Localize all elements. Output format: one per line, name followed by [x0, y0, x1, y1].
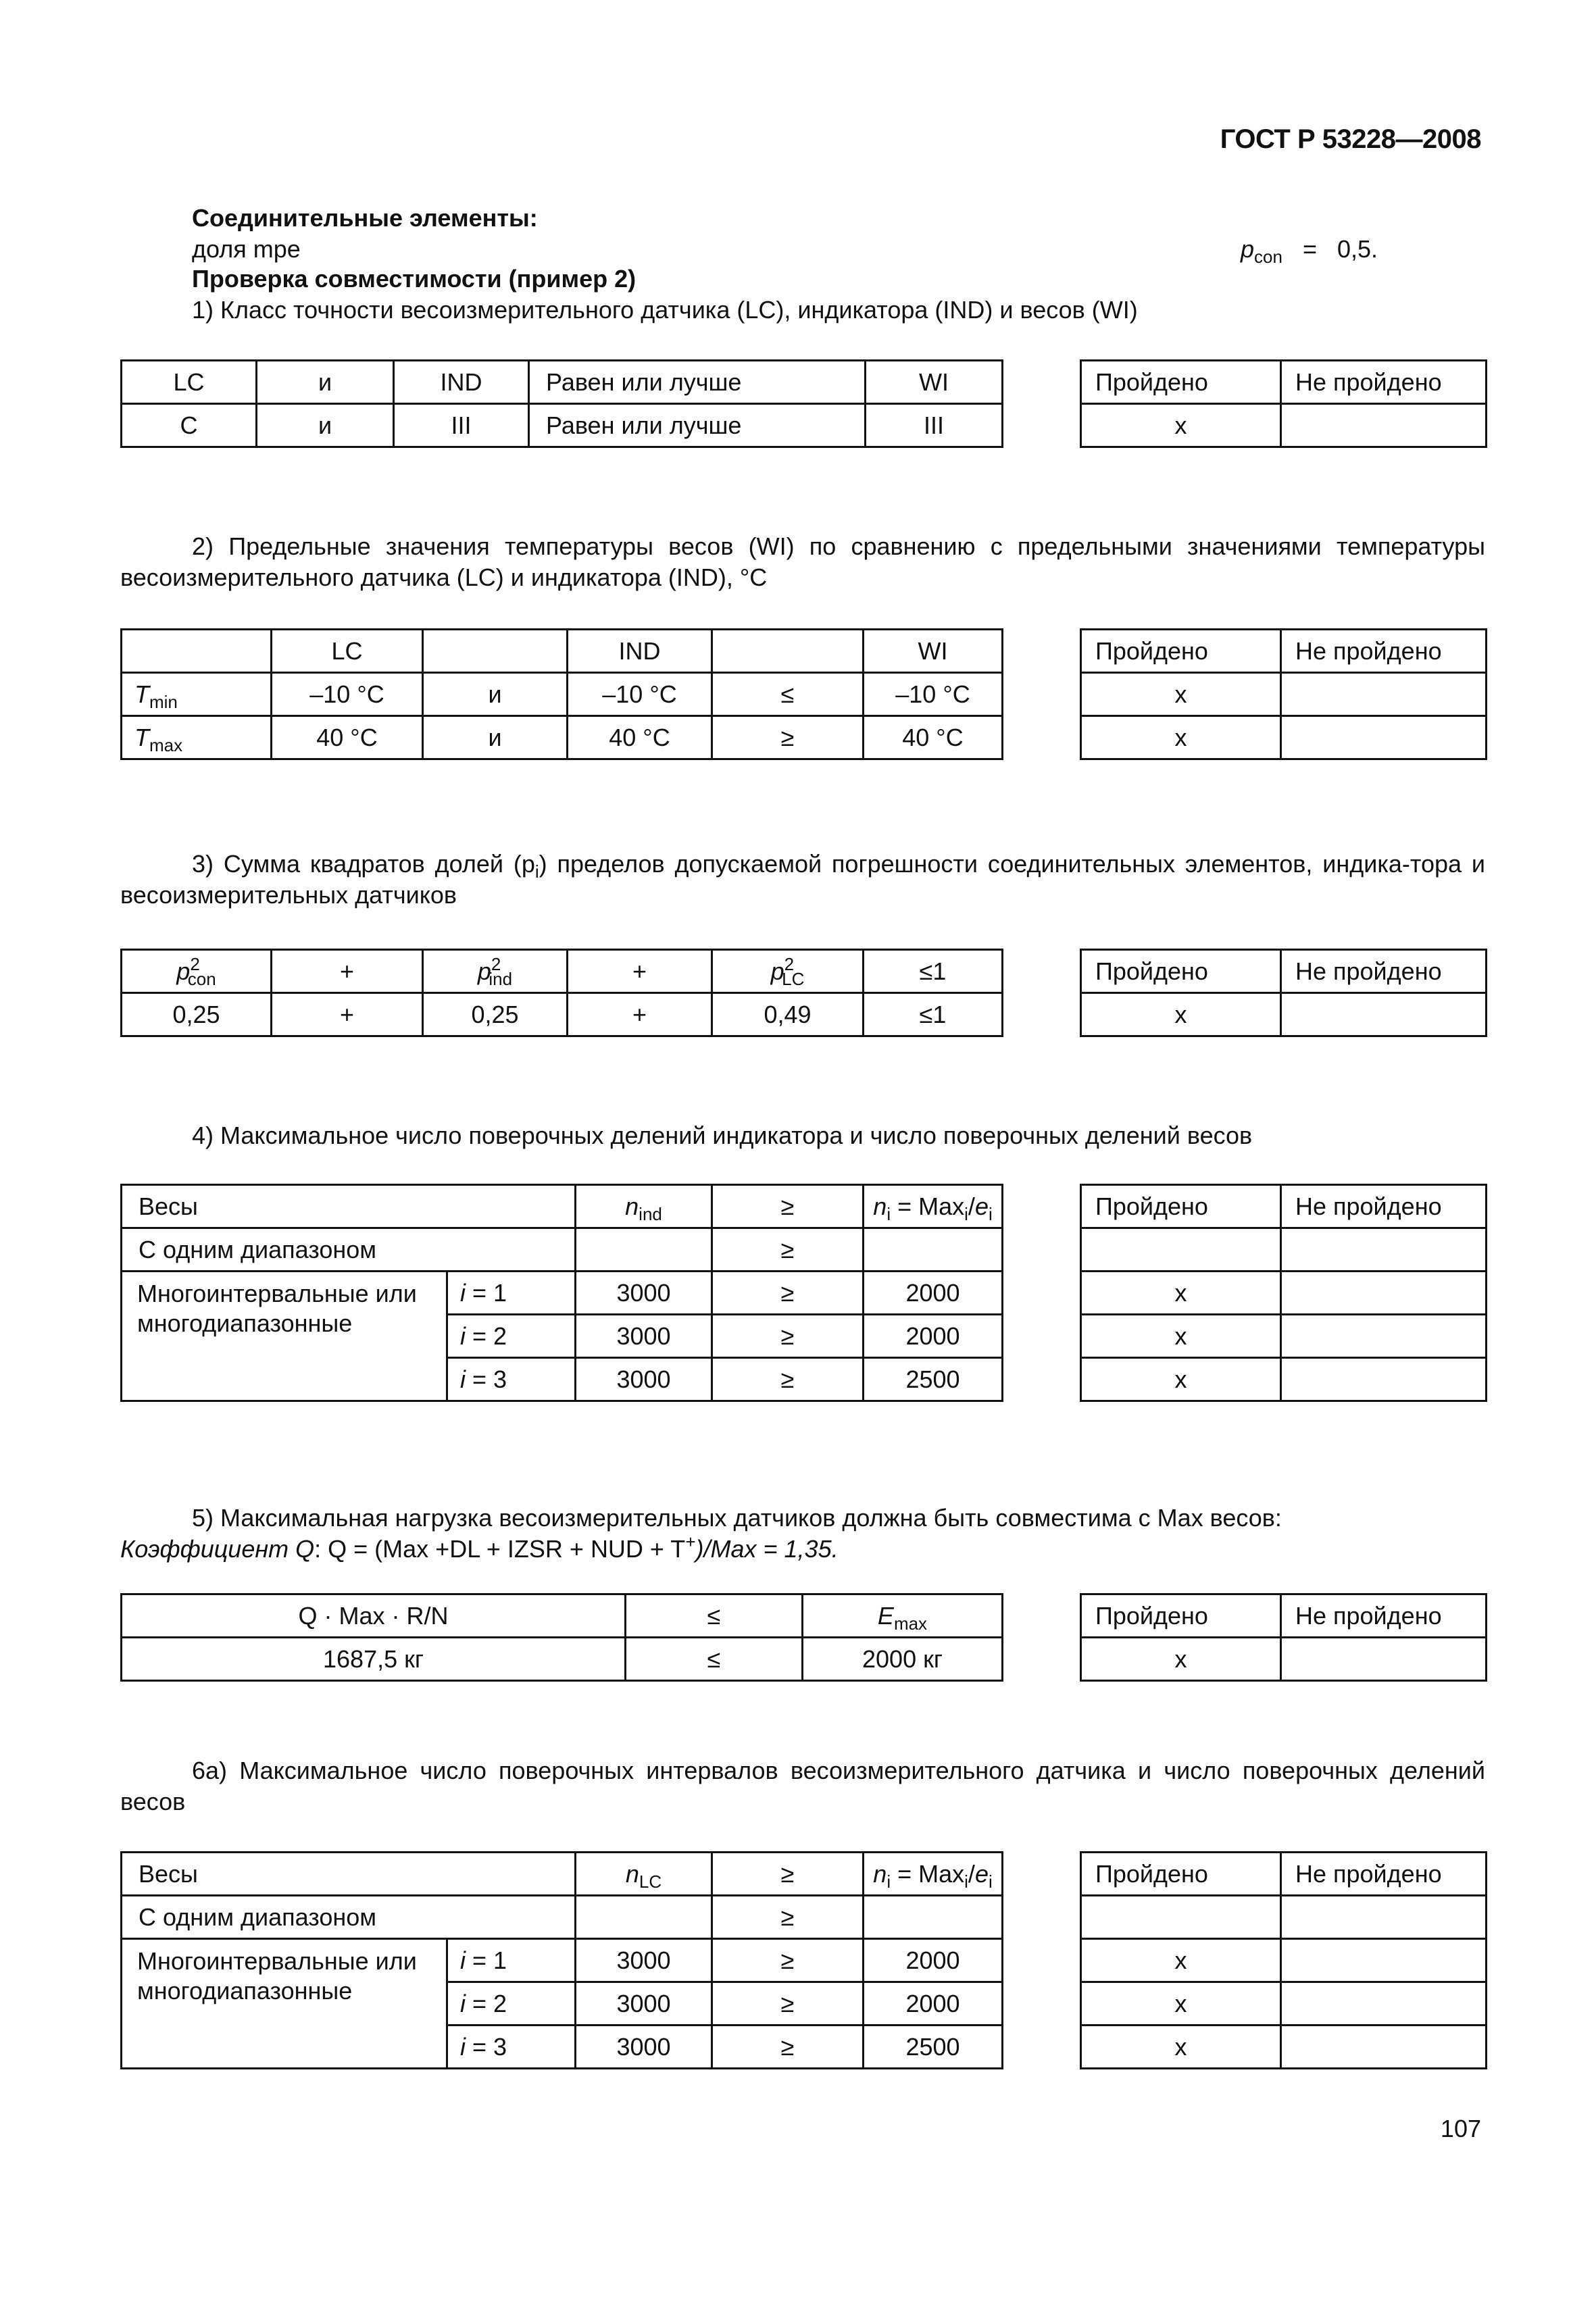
table-cell: Равен или лучше: [529, 361, 866, 404]
pass-mark: x: [1081, 716, 1281, 759]
fail-mark: [1281, 404, 1487, 447]
item4-text: 4) Максимальное число поверочных делений индикатора и число поверочных делений весов: [192, 1122, 1253, 1149]
table-row: [122, 1228, 1003, 1272]
table-cell: C: [122, 404, 257, 447]
table-cell: 1687,5 кг: [122, 1638, 626, 1681]
table-cell: 3000: [576, 1315, 712, 1358]
table-cell: Равен или лучше: [529, 404, 866, 447]
table-cell: 2000: [864, 1939, 1003, 1982]
pcon-squared: $p^2_{con}$: [122, 950, 272, 993]
table-cell: +: [568, 950, 712, 993]
interval-label: i = 3: [447, 1358, 576, 1401]
document-header: ГОСТ Р 53228—2008: [1220, 124, 1481, 154]
temperature-table: [120, 628, 1003, 760]
table-row: [122, 1638, 1003, 1681]
table-cell: ≥: [712, 1896, 864, 1939]
table-row: [1081, 716, 1487, 759]
table-row: [1081, 950, 1487, 993]
table-cell: ≤1: [864, 950, 1003, 993]
loadcell-intervals-table: [120, 1851, 1003, 2069]
table-row: [122, 1594, 1003, 1638]
item1-text: 1) Класс точности весоизмерительного датчика (LC), индикатора (IND) и весов (WI): [192, 296, 1138, 324]
pass-mark: x: [1081, 1982, 1281, 2026]
scales-header: Весы: [122, 1853, 576, 1896]
page-number: 107: [1440, 2115, 1481, 2142]
table-cell: IND: [394, 361, 529, 404]
table-cell: +: [568, 993, 712, 1036]
table-row: [1081, 1185, 1487, 1228]
fail-header: Не пройдено: [1281, 1853, 1487, 1896]
table-row: [1081, 1896, 1487, 1939]
table-cell: III: [866, 404, 1003, 447]
table-row: [122, 1272, 1003, 1315]
table-cell: 3000: [576, 1358, 712, 1401]
table-cell: ≥: [712, 2026, 864, 2069]
table-cell: 2000 кг: [803, 1638, 1003, 1681]
pass-mark: x: [1081, 1358, 1281, 1401]
table-row: [122, 1896, 1003, 1939]
table-row: [1081, 993, 1487, 1036]
table-row: [122, 1185, 1003, 1228]
table-cell: ≤1: [864, 993, 1003, 1036]
table-cell: 3000: [576, 1982, 712, 2026]
pass-header: Пройдено: [1081, 1594, 1281, 1638]
table-cell: 40 °С: [864, 716, 1003, 759]
fail-header: Не пройдено: [1281, 361, 1487, 404]
scales-header: Весы: [122, 1185, 576, 1228]
fail-mark: [1281, 2026, 1487, 2069]
table-cell: LC: [122, 361, 257, 404]
table-cell: 2000: [864, 1272, 1003, 1315]
pass-mark: x: [1081, 673, 1281, 716]
item6a-text: 6а) Максимальное число поверочных интервалов весоизмерительного датчика и число поверочных делений весов: [120, 1757, 1485, 1815]
table-row: [122, 716, 1003, 759]
table-cell: 40 °С: [568, 716, 712, 759]
pass-mark: x: [1081, 993, 1281, 1036]
table-cell: [576, 1228, 712, 1272]
item5-text: 5) Максимальная нагрузка весоизмерительных датчиков должна быть совместима с Max весов:: [192, 1504, 1282, 1532]
table-row: [122, 630, 1003, 673]
n-ind-header: $n_{ind}$: [576, 1185, 712, 1228]
item3-text: 3) Сумма квадратов долей $(p_i)$ пределов допускаемой погрешности соединительных элементов, индика-тора и весоизмерительных датчиков: [120, 850, 1485, 909]
table-row: [122, 1939, 1003, 1982]
pcon-value: $p_{con}$ = 0,5.: [1241, 235, 1378, 267]
table-row: [122, 993, 1003, 1036]
table-cell: 3000: [576, 1272, 712, 1315]
fail-mark: [1281, 1228, 1487, 1272]
tmax-label: $T_{max}$: [122, 716, 272, 759]
table-row: [1081, 1853, 1487, 1896]
result-table-3: [1080, 949, 1487, 1037]
table-cell: IND: [568, 630, 712, 673]
share-label: доля mpe: [192, 235, 301, 263]
pass-mark: x: [1081, 1638, 1281, 1681]
connecting-elements-heading: Соединительные элементы:: [192, 204, 538, 232]
pass-mark: x: [1081, 404, 1281, 447]
result-table-4: [1080, 1184, 1487, 1402]
table-row: [1081, 1939, 1487, 1982]
table-row: [122, 673, 1003, 716]
multi-range-label: Многоинтервальные или многодиапазонные: [122, 1939, 447, 2069]
fail-header: Не пройдено: [1281, 1594, 1487, 1638]
pind-squared: $p^2_{ind}$: [423, 950, 568, 993]
table-cell: и: [423, 673, 568, 716]
pass-mark: [1081, 1228, 1281, 1272]
fail-mark: [1281, 1939, 1487, 1982]
table-cell: 3000: [576, 1939, 712, 1982]
single-range-label: С одним диапазоном: [122, 1228, 576, 1272]
table-cell: [864, 1896, 1003, 1939]
pass-header: Пройдено: [1081, 1853, 1281, 1896]
multi-range-label: Многоинтервальные или многодиапазонные: [122, 1272, 447, 1401]
plc-squared: $p^2_{LC}$: [712, 950, 864, 993]
table-cell: ≥: [712, 1272, 864, 1315]
table-cell: 2500: [864, 2026, 1003, 2069]
fail-header: Не пройдено: [1281, 950, 1487, 993]
check-heading: Проверка совместимости (пример 2): [192, 265, 637, 293]
table-cell: +: [272, 993, 423, 1036]
table-row: [1081, 2026, 1487, 2069]
interval-label: i = 1: [447, 1939, 576, 1982]
table-cell: [423, 630, 568, 673]
fail-header: Не пройдено: [1281, 630, 1487, 673]
table-cell: 0,25: [122, 993, 272, 1036]
fail-mark: [1281, 673, 1487, 716]
table-cell: –10 °С: [864, 673, 1003, 716]
table-cell: [576, 1896, 712, 1939]
single-range-label: С одним диапазоном: [122, 1896, 576, 1939]
table-row: [122, 361, 1003, 404]
pass-header: Пройдено: [1081, 361, 1281, 404]
table-row: [1081, 1272, 1487, 1315]
table-cell: [712, 630, 864, 673]
table-cell: ≤: [712, 673, 864, 716]
table-row: [1081, 1315, 1487, 1358]
table-cell: LC: [272, 630, 423, 673]
item2-text: 2) Предельные значения температуры весов (WI) по сравнению с предельными значениями температуры весоизмерительного датчика (LC) и индикатора (IND), °С: [120, 532, 1485, 591]
table-cell: ≥: [712, 1982, 864, 2026]
table-row: [1081, 630, 1487, 673]
q-max-header: Q · Max · R/N: [122, 1594, 626, 1638]
fail-mark: [1281, 1272, 1487, 1315]
pass-header: Пройдено: [1081, 1185, 1281, 1228]
table-row: [1081, 1982, 1487, 2026]
fail-mark: [1281, 993, 1487, 1036]
table-row: [1081, 361, 1487, 404]
fail-mark: [1281, 1358, 1487, 1401]
table-cell: 40 °С: [272, 716, 423, 759]
table-cell: WI: [866, 361, 1003, 404]
pass-mark: x: [1081, 2026, 1281, 2069]
table-cell: ≤: [626, 1638, 803, 1681]
table-cell: –10 °С: [568, 673, 712, 716]
n-lc-header: $n_{LC}$: [576, 1853, 712, 1896]
table-cell: и: [257, 361, 394, 404]
table-row: [122, 1853, 1003, 1896]
table-cell: WI: [864, 630, 1003, 673]
accuracy-class-table: [120, 359, 1003, 448]
table-cell: ≥: [712, 716, 864, 759]
table-cell: ≥: [712, 1358, 864, 1401]
table-cell: 2500: [864, 1358, 1003, 1401]
sum-of-squares-table: [120, 949, 1003, 1037]
fail-mark: [1281, 1315, 1487, 1358]
table-cell: [122, 630, 272, 673]
pass-header: Пройдено: [1081, 950, 1281, 993]
ni-header: $n_i = Max_i/e_i$: [864, 1185, 1003, 1228]
table-row: [1081, 673, 1487, 716]
table-row: [1081, 1638, 1487, 1681]
interval-label: i = 2: [447, 1315, 576, 1358]
table-cell: [864, 1228, 1003, 1272]
table-cell: ≥: [712, 1853, 864, 1896]
table-cell: ≥: [712, 1939, 864, 1982]
fail-mark: [1281, 1982, 1487, 2026]
emax-header: $E_{max}$: [803, 1594, 1003, 1638]
table-cell: и: [257, 404, 394, 447]
table-cell: 2000: [864, 1982, 1003, 2026]
table-cell: ≥: [712, 1185, 864, 1228]
interval-label: i = 3: [447, 2026, 576, 2069]
table-row: [1081, 404, 1487, 447]
table-cell: ≥: [712, 1228, 864, 1272]
table-row: [1081, 1594, 1487, 1638]
table-row: [1081, 1228, 1487, 1272]
ni-header: $n_i = Max_i/e_i$: [864, 1853, 1003, 1896]
table-cell: 0,49: [712, 993, 864, 1036]
table-cell: 2000: [864, 1315, 1003, 1358]
pass-mark: [1081, 1896, 1281, 1939]
interval-label: i = 2: [447, 1982, 576, 2026]
tmin-label: $T_{min}$: [122, 673, 272, 716]
fail-mark: [1281, 716, 1487, 759]
table-cell: ≤: [626, 1594, 803, 1638]
pass-mark: x: [1081, 1939, 1281, 1982]
indicator-divisions-table: [120, 1184, 1003, 1402]
table-cell: 0,25: [423, 993, 568, 1036]
fail-mark: [1281, 1896, 1487, 1939]
result-table-6: [1080, 1851, 1487, 2069]
result-table-2: [1080, 628, 1487, 760]
table-row: [122, 950, 1003, 993]
max-load-table: [120, 1593, 1003, 1682]
result-table-1: [1080, 359, 1487, 448]
q-coefficient: Коэффициент Q: Q = (Max +DL + IZSR + NUD + T+)/Max = 1,35.: [120, 1532, 839, 1563]
table-cell: –10 °С: [272, 673, 423, 716]
pass-header: Пройдено: [1081, 630, 1281, 673]
fail-mark: [1281, 1638, 1487, 1681]
interval-label: i = 1: [447, 1272, 576, 1315]
table-cell: III: [394, 404, 529, 447]
table-cell: +: [272, 950, 423, 993]
table-row: [1081, 1358, 1487, 1401]
table-cell: 3000: [576, 2026, 712, 2069]
result-table-5: [1080, 1593, 1487, 1682]
table-row: [122, 404, 1003, 447]
fail-header: Не пройдено: [1281, 1185, 1487, 1228]
pass-mark: x: [1081, 1315, 1281, 1358]
pass-mark: x: [1081, 1272, 1281, 1315]
table-cell: и: [423, 716, 568, 759]
table-cell: ≥: [712, 1315, 864, 1358]
